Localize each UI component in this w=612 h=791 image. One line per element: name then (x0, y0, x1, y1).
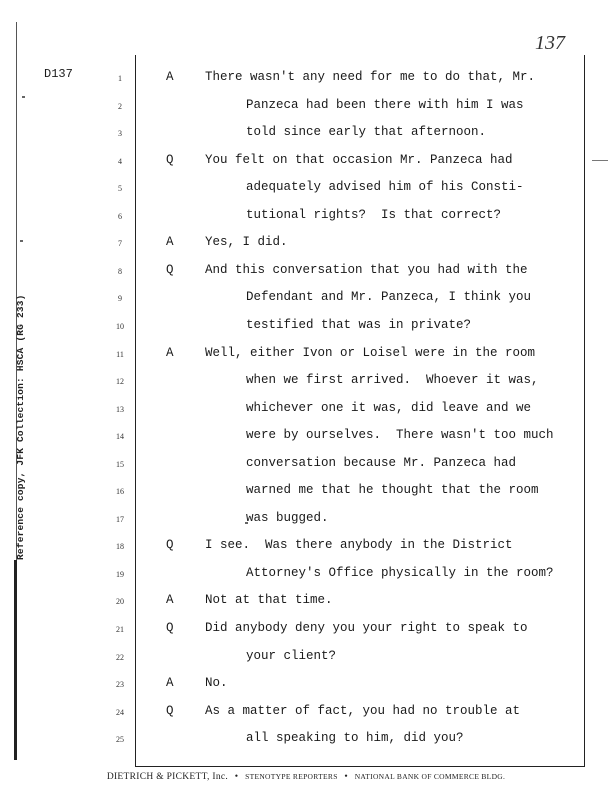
line-number: 17 (116, 514, 124, 524)
line-text: when we first arrived. Whoever it was, (246, 373, 539, 388)
transcript-line (0, 235, 612, 255)
line-number: 22 (116, 652, 124, 662)
line-number: 20 (116, 597, 124, 607)
line-text: adequately advised him of his Consti- (246, 180, 524, 195)
line-text: No. (205, 676, 228, 691)
line-number: 1 (118, 74, 122, 83)
line-number: 8 (118, 266, 122, 276)
line-number: 14 (116, 432, 124, 442)
line-text: whichever one it was, did leave and we (246, 400, 532, 415)
line-number: 21 (116, 625, 124, 634)
line-number: 16 (116, 487, 124, 497)
page-number: 137 (535, 32, 565, 54)
line-text: You felt on that occasion Mr. Panzeca had (205, 152, 513, 167)
transcript-line (0, 180, 612, 200)
line-number: 18 (116, 542, 124, 552)
transcript-line (0, 290, 612, 310)
line-number: 24 (116, 707, 124, 717)
transcript-line (0, 346, 612, 366)
line-text: your client? (246, 648, 337, 663)
line-number: 19 (116, 569, 124, 579)
transcript-line (0, 70, 612, 90)
transcript-line (0, 731, 612, 751)
line-text: conversation because Mr. Panzeca had (246, 455, 517, 470)
line-number: 15 (116, 459, 124, 469)
line-number: 13 (116, 404, 124, 414)
line-text: Defendant and Mr. Panzeca, I think you (246, 290, 532, 305)
footer-firm: DIETRICH & PICKETT, Inc. (106, 772, 229, 782)
speaker-label: Q (166, 538, 174, 553)
speaker-label: Q (166, 262, 174, 277)
line-text: Attorney's Office physically in the room? (246, 565, 554, 580)
line-text: all speaking to him, did you? (246, 731, 464, 746)
transcript-line (0, 98, 612, 118)
line-text: tutional rights? Is that correct? (246, 207, 502, 222)
speaker-label: A (166, 593, 174, 608)
transcript-line (0, 704, 612, 724)
line-text: warned me that he thought that the room (246, 483, 539, 498)
footer-separator: • (234, 772, 239, 782)
line-text: Not at that time. (205, 593, 333, 608)
footer-location: NATIONAL BANK OF COMMERCE BLDG. (354, 772, 506, 781)
speaker-label: A (166, 345, 174, 360)
line-text: There wasn't any need for me to do that, Mr. (205, 70, 536, 84)
speaker-label: Q (166, 152, 174, 167)
footer-service: STENOTYPE REPORTERS (245, 772, 338, 781)
line-text: And this conversation that you had with the (205, 262, 528, 277)
line-number: 5 (118, 184, 122, 194)
archive-caption: Reference copy, JFK Collection: HSCA (RG 233) (15, 294, 26, 560)
speaker-label: A (166, 676, 174, 691)
speaker-label: Q (166, 703, 174, 718)
speaker-label: Q (166, 621, 174, 635)
transcript-line (0, 483, 612, 503)
line-text: Yes, I did. (205, 235, 288, 250)
transcript-line (0, 401, 612, 421)
transcript-line (0, 566, 612, 586)
line-number: 9 (118, 294, 122, 304)
reporter-footer (0, 772, 612, 782)
transcript-line (0, 621, 612, 641)
line-text: Panzeca had been there with him I was (246, 97, 524, 112)
line-number: 3 (118, 129, 122, 139)
line-number: 11 (116, 349, 124, 359)
line-number: 6 (118, 211, 122, 221)
transcript-line (0, 208, 612, 228)
transcript-line (0, 649, 612, 669)
transcript-line (0, 428, 612, 448)
line-text: told since early that afternoon. (246, 125, 487, 140)
transcript-line (0, 676, 612, 696)
footer-separator: • (344, 772, 348, 782)
line-text: I see. Was there anybody in the District (205, 538, 513, 553)
transcript-line (0, 318, 612, 338)
line-number: 23 (116, 680, 124, 690)
speaker-label: A (166, 235, 174, 250)
line-text: testified that was in private? (246, 317, 472, 332)
transcript-line (0, 456, 612, 476)
line-text: was bugged. (246, 510, 329, 525)
speaker-label: A (166, 70, 174, 84)
transcript-line (0, 373, 612, 393)
line-number: 2 (118, 101, 122, 111)
transcript-line (0, 263, 612, 283)
transcript-line (0, 125, 612, 145)
line-text: Did anybody deny you your right to speak to (205, 621, 528, 635)
line-number: 7 (118, 239, 122, 249)
line-number: 12 (116, 377, 124, 387)
document-id: D137 (44, 67, 73, 81)
line-text: As a matter of fact, you had no trouble at (205, 703, 521, 718)
line-text: Well, either Ivon or Loisel were in the room (205, 345, 536, 360)
transcript-line (0, 153, 612, 173)
transcript-line (0, 593, 612, 613)
line-number: 10 (116, 321, 124, 331)
line-text: were by ourselves. There wasn't too much (246, 428, 554, 443)
line-number: 4 (118, 156, 122, 166)
transcript-line (0, 538, 612, 558)
line-number: 25 (116, 735, 124, 745)
transcript-line (0, 511, 612, 531)
